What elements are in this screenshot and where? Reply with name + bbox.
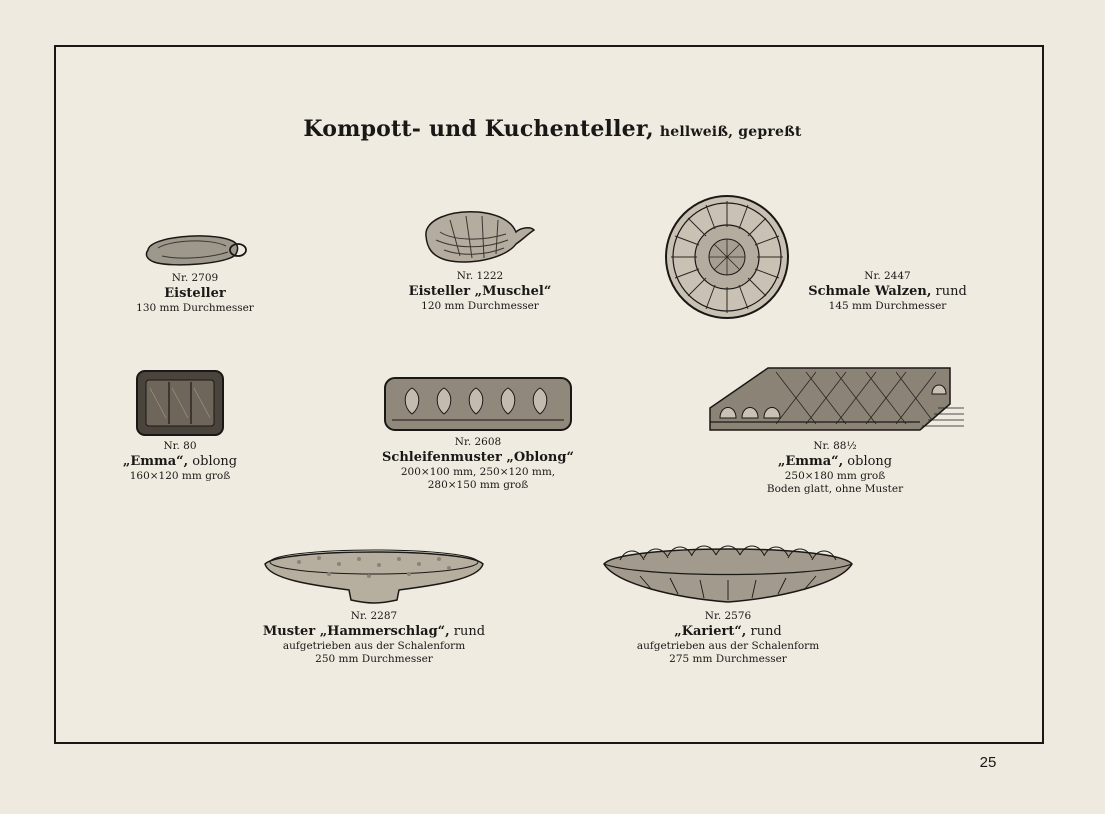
item-number: Nr. 2709: [171, 272, 219, 284]
item-number: Nr. 2608: [454, 436, 502, 448]
item-description: 200×100 mm, 250×120 mm,: [400, 466, 556, 478]
item-description: 130 mm Durchmesser: [136, 302, 254, 314]
item-number: Nr. 2447: [864, 270, 911, 282]
product-item-2447: [790, 268, 985, 313]
item-number: Nr. 88½: [813, 440, 857, 452]
product-item-88: [742, 438, 928, 496]
item-number: Nr. 2576: [704, 610, 752, 622]
item-description: 250×180 mm groß: [784, 470, 886, 482]
product-item-1222: [395, 206, 565, 313]
item-description: 120 mm Durchmesser: [421, 300, 539, 312]
item-name: Schmale Walzen, rund: [808, 284, 967, 299]
item-description: 280×150 mm groß: [427, 479, 529, 491]
page-number: 25: [979, 754, 997, 771]
item-description: 145 mm Durchmesser: [828, 300, 947, 312]
item-name: „Kariert“, rund: [674, 624, 782, 639]
page-title-main: Kompott- und Kuchenteller,: [303, 116, 654, 142]
item-description: aufgetrieben aus der Schalenform: [636, 640, 820, 652]
item-number: Nr. 80: [163, 440, 197, 452]
shell-dish-illustration: [420, 206, 540, 268]
item-name: „Emma“, oblong: [122, 454, 238, 469]
item-number: Nr. 2287: [350, 610, 398, 622]
checked-bowl-illustration: [600, 538, 856, 608]
item-name: Muster „Hammerschlag“, rund: [262, 624, 486, 639]
item-description: Boden glatt, ohne Muster: [766, 483, 904, 495]
item-number: Nr. 1222: [456, 270, 504, 282]
product-item-2287: [252, 540, 496, 666]
product-item-2608: [368, 374, 588, 492]
item-name: Eisteller: [164, 286, 226, 301]
item-description: 250 mm Durchmesser: [315, 653, 433, 665]
product-item-80: [115, 368, 245, 483]
item-description: 275 mm Durchmesser: [669, 653, 787, 665]
small-dish-illustration: [140, 226, 250, 270]
page-title: [0, 116, 1105, 142]
large-tray-illustration: [706, 364, 968, 436]
page-title-sub: hellweiß, gepreßt: [659, 124, 802, 140]
product-item-2576: [590, 538, 866, 666]
oblong-dish-illustration: [382, 374, 574, 434]
round-plate-illustration: [664, 194, 790, 320]
hammered-plate-illustration: [259, 540, 489, 608]
item-description: 160×120 mm groß: [129, 470, 231, 482]
item-description: aufgetrieben aus der Schalenform: [282, 640, 466, 652]
item-name: Schleifenmuster „Oblong“: [382, 450, 574, 465]
product-item-2709: [115, 226, 275, 315]
item-name: „Emma“, oblong: [777, 454, 893, 469]
item-name: Eisteller „Muschel“: [408, 284, 552, 299]
rectangular-dish-illustration: [134, 368, 226, 438]
